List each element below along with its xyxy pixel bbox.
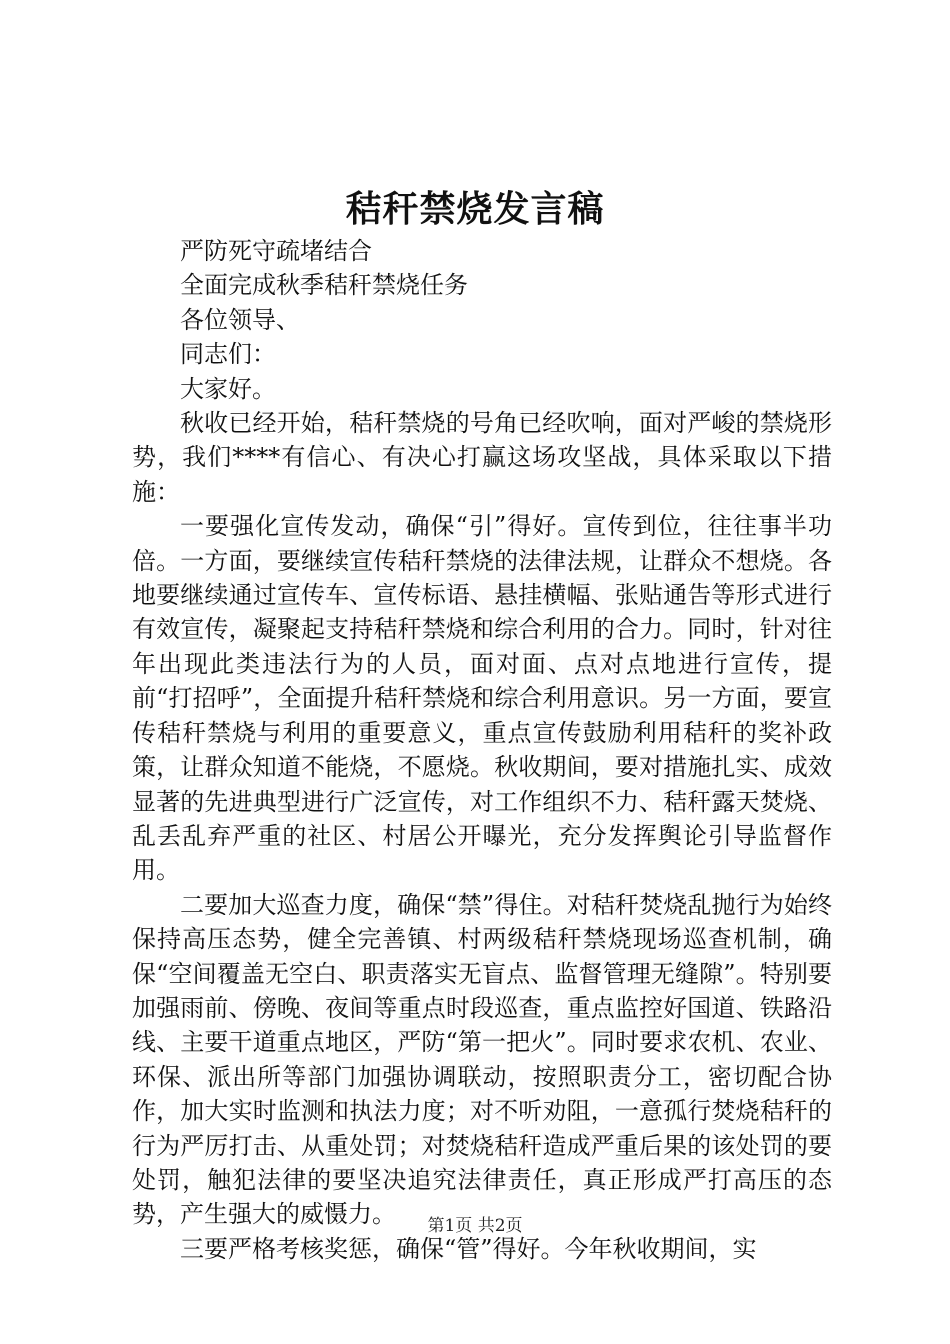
body-paragraph: 一要强化宣传发动，确保“引”得好。宣传到位，往往事半功倍。一方面，要继续宣传秸秆禁烧的法律法规，让群众不想烧。各地要继续通过宣传车、宣传标语、悬挂横幅、张贴通告等形式进行有效宣传，凝聚起支持秸秆禁烧和综合利用的合力。同时，针对往年出现此类违法行为的人员，面对面、点对点地进行宣传，提前“打招呼”，全面提升秸秆禁烧和综合利用意识。另一方面，要宣传秸秆禁烧与利用的重要意义，重点宣传鼓励利用秸秆的奖补政策，让群众知道不能烧，不愿烧。秋收期间，要对措施扎实、成效显著的先进典型进行广泛宣传，对工作组织不力、秸秆露天焚烧、乱丢乱弃严重的社区、村居公开曝光，充分发挥舆论引导监督作用。 [132, 512, 832, 885]
subtitle-line: 严防死守疏堵结合 [180, 237, 372, 265]
salutation-line: 同志们： [180, 340, 276, 369]
subtitle-line: 全面完成秋季秸秆禁烧任务 [180, 271, 468, 300]
body-paragraph: 三要严格考核奖惩，确保“管”得好。今年秋收期间，实 [180, 1234, 757, 1263]
salutation-line: 各位领导、 [180, 305, 300, 334]
page-footer [0, 1214, 950, 1238]
page-number-label: 第1页 共2页 [427, 1216, 523, 1236]
greeting-line: 大家好。 [180, 374, 276, 403]
body-paragraph: 二要加大巡查力度，确保“禁”得住。对秸秆焚烧乱抛行为始终保持高压态势，健全完善镇、村两级秸秆禁烧现场巡查机制，确保“空间覆盖无空白、职责落实无盲点、监督管理无缝隙”。特别要加强雨前、傍晚、夜间等重点时段巡查，重点监控好国道、铁路沿线、主要干道重点地区，严防“第一把火”。同时要求农机、农业、环保、派出所等部门加强协调联动，按照职责分工，密切配合协作，加大实时监测和执法力度；对不听劝阻，一意孤行焚烧秸秆的行为严厉打击、从重处罚；对焚烧秸秆造成严重后果的该处罚的要处罚，触犯法律的要坚决追究法律责任，真正形成严打高压的态势，产生强大的威慑力。 [132, 890, 832, 1229]
body-paragraph: 秋收已经开始，秸秆禁烧的号角已经吹响，面对严峻的禁烧形势，我们****有信心、有决心打赢这场攻坚战，具体采取以下措施： [132, 409, 832, 506]
document-body [132, 234, 832, 1266]
document-title: 秸秆禁烧发言稿 [345, 188, 605, 230]
